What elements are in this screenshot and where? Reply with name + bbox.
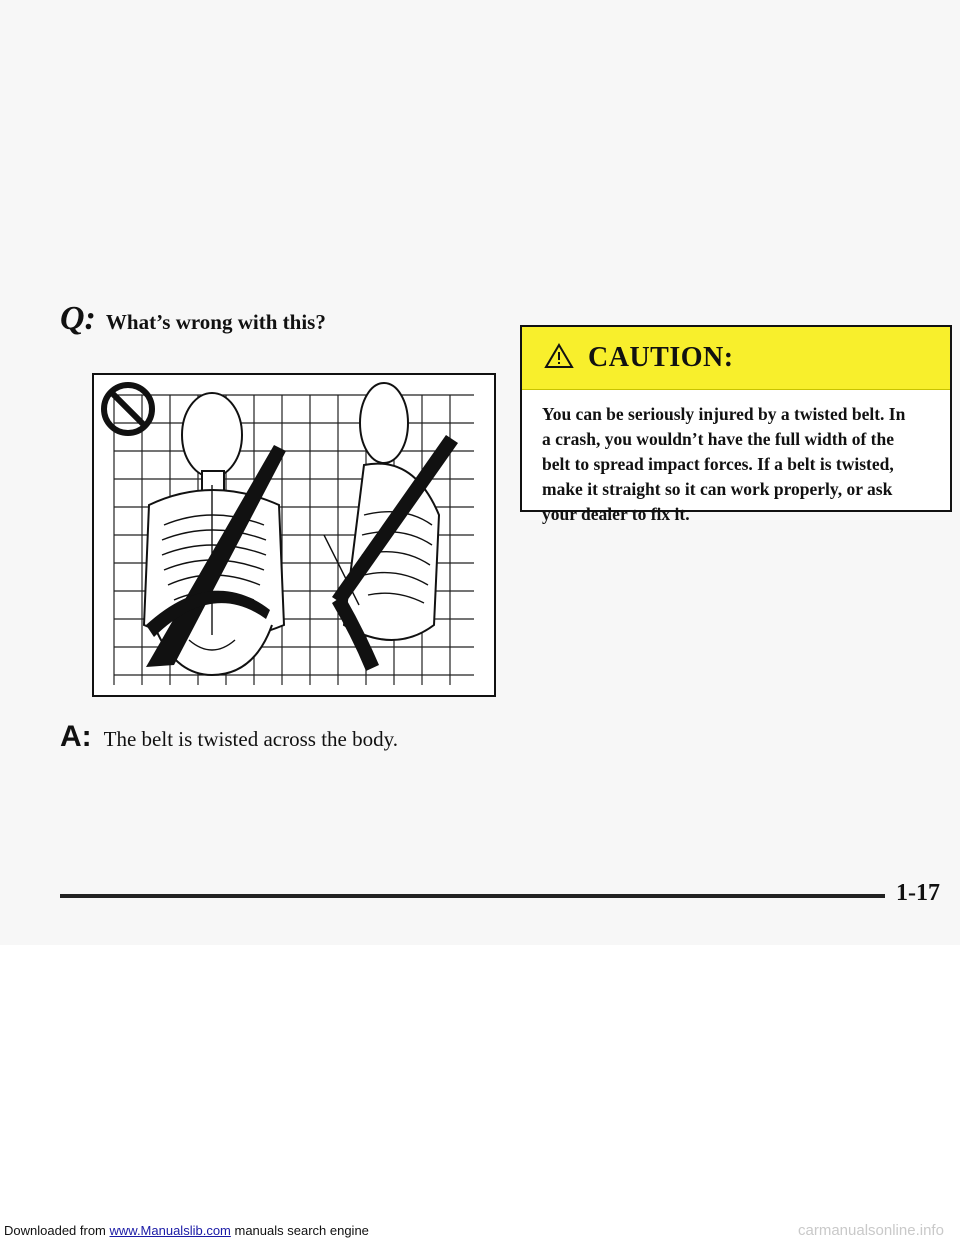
question-text: What’s wrong with this? [105, 310, 326, 334]
download-footer [4, 1223, 369, 1238]
caution-title: CAUTION: [588, 342, 734, 373]
answer [60, 720, 398, 754]
twisted-belt-illustration [92, 373, 496, 697]
caution-line: a crash, you wouldn’t have the full width of the [542, 429, 894, 449]
warning-triangle-icon [544, 343, 574, 374]
footer-suffix: manuals search engine [230, 1223, 369, 1238]
watermark: carmanualsonline.info [798, 1222, 944, 1239]
manualslib-link[interactable]: www.Manualslib.com [109, 1223, 231, 1238]
prohibited-icon [104, 385, 152, 433]
caution-box [520, 325, 952, 524]
caution-line: belt to spread impact forces. If a belt is twisted, [542, 454, 894, 474]
answer-label: A: [60, 720, 92, 753]
question [60, 300, 326, 338]
footer-prefix: Downloaded from [4, 1223, 110, 1238]
answer-text: The belt is twisted across the body. [103, 727, 398, 751]
caution-line: make it straight so it can work properly, or ask [542, 479, 893, 499]
page-number: 1-17 [896, 880, 940, 906]
front-skeleton [144, 393, 284, 675]
caution-header [522, 327, 950, 390]
footer-rule [60, 894, 885, 898]
caution-text [522, 390, 950, 527]
question-label: Q: [60, 300, 96, 337]
caution-line: You can be seriously injured by a twisted belt. In [542, 404, 906, 424]
caution-line: your dealer to fix it. [542, 504, 690, 524]
